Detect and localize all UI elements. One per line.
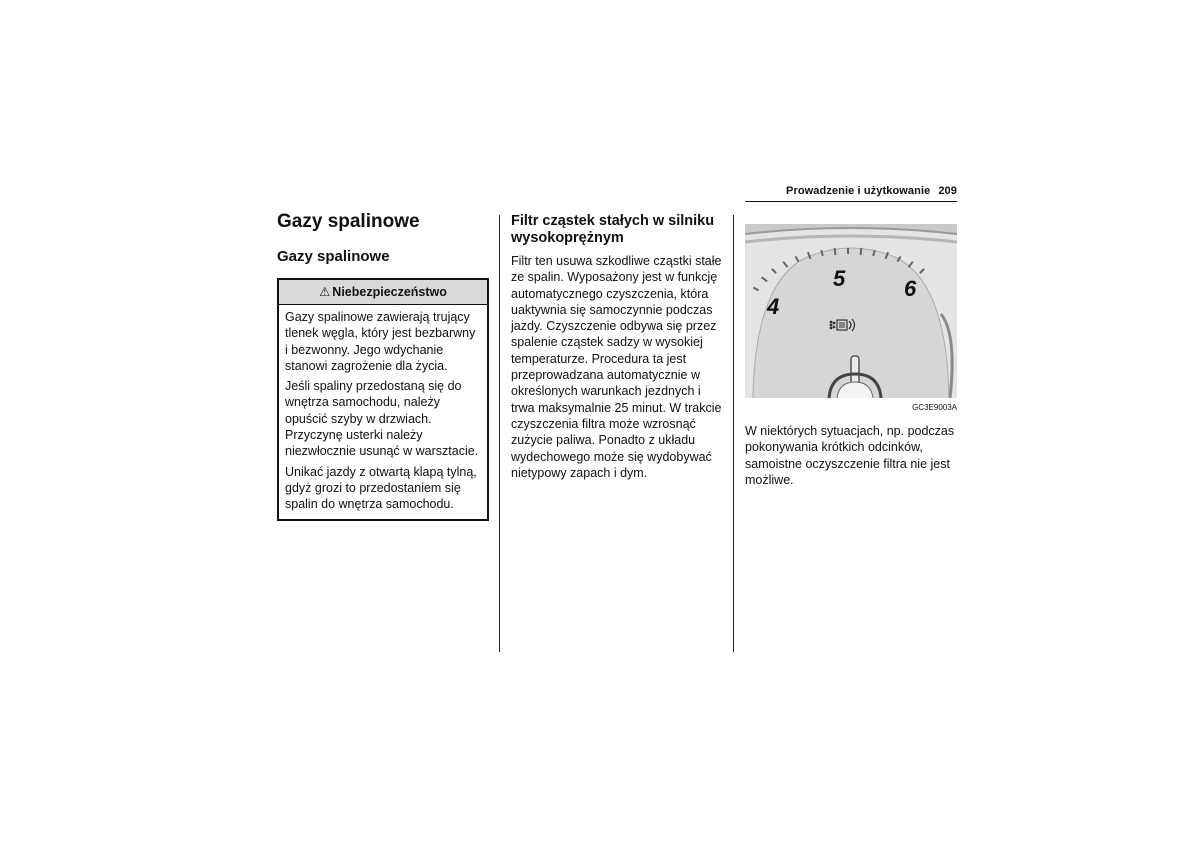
- gauge-number-5: 5: [833, 266, 846, 291]
- running-header: [745, 185, 957, 197]
- header-rule: [745, 201, 957, 202]
- gauge-illustration: [745, 224, 957, 398]
- warning-triangle-icon: ⚠: [319, 285, 331, 299]
- figure-caption: GC3E9003A: [912, 403, 957, 412]
- dpf-paragraph: Filtr ten usuwa szkodliwe cząstki stałe ze spalin. Wyposażony jest w funkcję automatycznego czyszczenia, która uaktywnia się samoczynnie podczas jazdy. Czyszczenie odbywa się przez spalenie cząstek sadzy w wysokiej temperaturze. Procedura ta jest przeprowadzana automatycznie w określonych warunkach jezdnych i trwa maksymalnie 25 minut. W trakcie czyszczenia filtra może wzrosnąć zużycie paliwa. Ponadto z układu wydechowego może się wydobywać nietypowy zapach i dym.: [511, 254, 722, 480]
- column-divider: [499, 215, 500, 652]
- column-divider: [733, 215, 734, 652]
- dpf-note-paragraph: W niektórych sytuacjach, np. podczas pokonywania krótkich odcinków, samoistne oczyszczenie filtra nie jest możliwe.: [745, 424, 955, 487]
- danger-box-title: [279, 280, 487, 305]
- danger-label: Niebezpieczeństwo: [332, 285, 447, 299]
- section-heading: Gazy spalinowe: [277, 211, 420, 232]
- column-exhaust-gases: [277, 210, 489, 512]
- dpf-heading: Filtr cząstek stałych w silniku wysokoprężnym: [511, 213, 715, 246]
- gauge-number-4: 4: [767, 294, 780, 319]
- danger-paragraph: Unikać jazdy z otwartą klapą tylną, gdyż grozi to przedostaniem się spalin do wnętrza samochodu.: [285, 464, 477, 512]
- gauge-number-6: 6: [904, 276, 917, 301]
- section-title: Prowadzenie i użytkowanie: [786, 185, 931, 197]
- danger-box: [277, 278, 489, 521]
- column-diesel-particulate-filter: [511, 213, 725, 481]
- danger-box-body: [279, 305, 487, 519]
- page-number: 209: [938, 185, 957, 197]
- danger-paragraph: Jeśli spaliny przedostaną się do wnętrza samochodu, należy opuścić szyby w drzwiach. Przyczynę usterki należy niezwłocznie usunąć w warsztacie.: [285, 379, 479, 459]
- instrument-cluster-figure: [745, 224, 957, 398]
- danger-paragraph: Gazy spalinowe zawierają trujący tlenek węgla, który jest bezbarwny i bezwonny. Jego wdychanie stanowi zagrożenie dla życia.: [285, 310, 476, 373]
- subsection-heading: Gazy spalinowe: [277, 248, 390, 265]
